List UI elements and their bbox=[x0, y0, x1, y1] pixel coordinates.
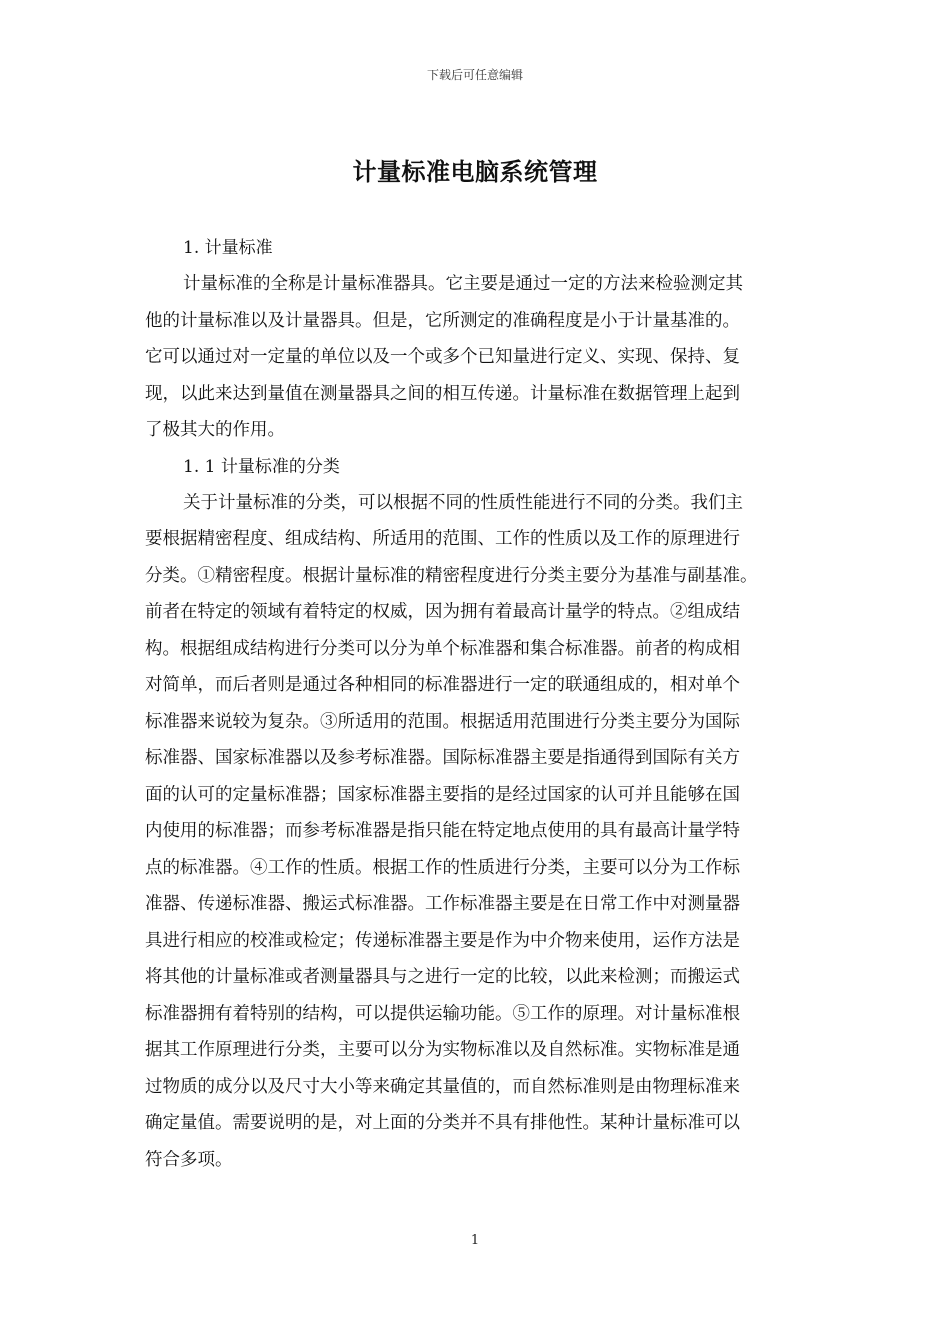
paragraph-line: 标准器拥有着特别的结构，可以提供运输功能。⑤工作的原理。对计量标准根 bbox=[145, 1003, 740, 1024]
paragraph-line: 他的计量标准以及计量器具。但是，它所测定的准确程度是小于计量基准的。 bbox=[145, 310, 740, 331]
paragraph-line: 计量标准的全称是计量标准器具。它主要是通过一定的方法来检验测定其 bbox=[183, 274, 743, 294]
paragraph-line: 关于计量标准的分类，可以根据不同的性质性能进行不同的分类。我们主 bbox=[183, 492, 743, 513]
paragraph-line: 标准器来说较为复杂。③所适用的范围。根据适用范围进行分类主要分为国际 bbox=[145, 711, 740, 732]
paragraph-line: 分类。①精密程度。根据计量标准的精密程度进行分类主要分为基准与副基准。 bbox=[145, 565, 758, 586]
document-body bbox=[145, 230, 807, 1178]
paragraph-line: 要根据精密程度、组成结构、所适用的范围、工作的性质以及工作的原理进行 bbox=[145, 529, 740, 549]
paragraph-line: 构。根据组成结构进行分类可以分为单个标准器和集合标准器。前者的构成相 bbox=[145, 638, 740, 659]
paragraph-line: 面的认可的定量标准器；国家标准器主要指的是经过国家的认可并且能够在国 bbox=[145, 784, 740, 805]
paragraph-line: 具进行相应的校准或检定；传递标准器主要是作为中介物来使用，运作方法是 bbox=[145, 930, 740, 951]
section-heading-1-1: 1. 1 计量标准的分类 bbox=[183, 456, 340, 477]
paragraph-1 bbox=[145, 266, 807, 449]
paragraph-line: 准器、传递标准器、搬运式标准器。工作标准器主要是在日常工作中对测量器 bbox=[145, 894, 740, 914]
paragraph-line: 它可以通过对一定量的单位以及一个或多个已知量进行定义、实现、保持、复 bbox=[145, 347, 740, 367]
paragraph-line: 标准器、国家标准器以及参考标准器。国际标准器主要是指通得到国际有关方 bbox=[145, 748, 740, 768]
paragraph-line: 点的标准器。④工作的性质。根据工作的性质进行分类，主要可以分为工作标 bbox=[145, 857, 740, 878]
section-heading-1: 1. 计量标准 bbox=[183, 238, 273, 258]
paragraph-line: 对简单，而后者则是通过各种相同的标准器进行一定的联通组成的，相对单个 bbox=[145, 675, 740, 695]
paragraph-line: 了极其大的作用。 bbox=[145, 420, 285, 440]
paragraph-line: 据其工作原理进行分类，主要可以分为实物标准以及自然标准。实物标准是通 bbox=[145, 1040, 740, 1060]
paragraph-line: 现，以此来达到量值在测量器具之间的相互传递。计量标准在数据管理上起到 bbox=[145, 383, 740, 404]
paragraph-line: 将其他的计量标准或者测量器具与之进行一定的比较，以此来检测；而搬运式 bbox=[145, 967, 740, 987]
document-title: 计量标准电脑系统管理 bbox=[352, 158, 598, 186]
paragraph-line: 确定量值。需要说明的是，对上面的分类并不具有排他性。某种计量标准可以 bbox=[145, 1113, 740, 1133]
paragraph-line: 过物质的成分以及尺寸大小等来确定其量值的，而自然标准则是由物理标准来 bbox=[145, 1076, 740, 1097]
paragraph-line: 前者在特定的领域有着特定的权威，因为拥有着最高计量学的特点。②组成结 bbox=[145, 602, 740, 622]
page-header: 下载后可任意编辑 bbox=[426, 68, 523, 82]
page-number: 1 bbox=[470, 1233, 480, 1248]
paragraph-2 bbox=[145, 485, 807, 1179]
paragraph-line: 内使用的标准器；而参考标准器是指只能在特定地点使用的具有最高计量学特 bbox=[145, 821, 740, 841]
paragraph-line: 符合多项。 bbox=[145, 1149, 233, 1170]
